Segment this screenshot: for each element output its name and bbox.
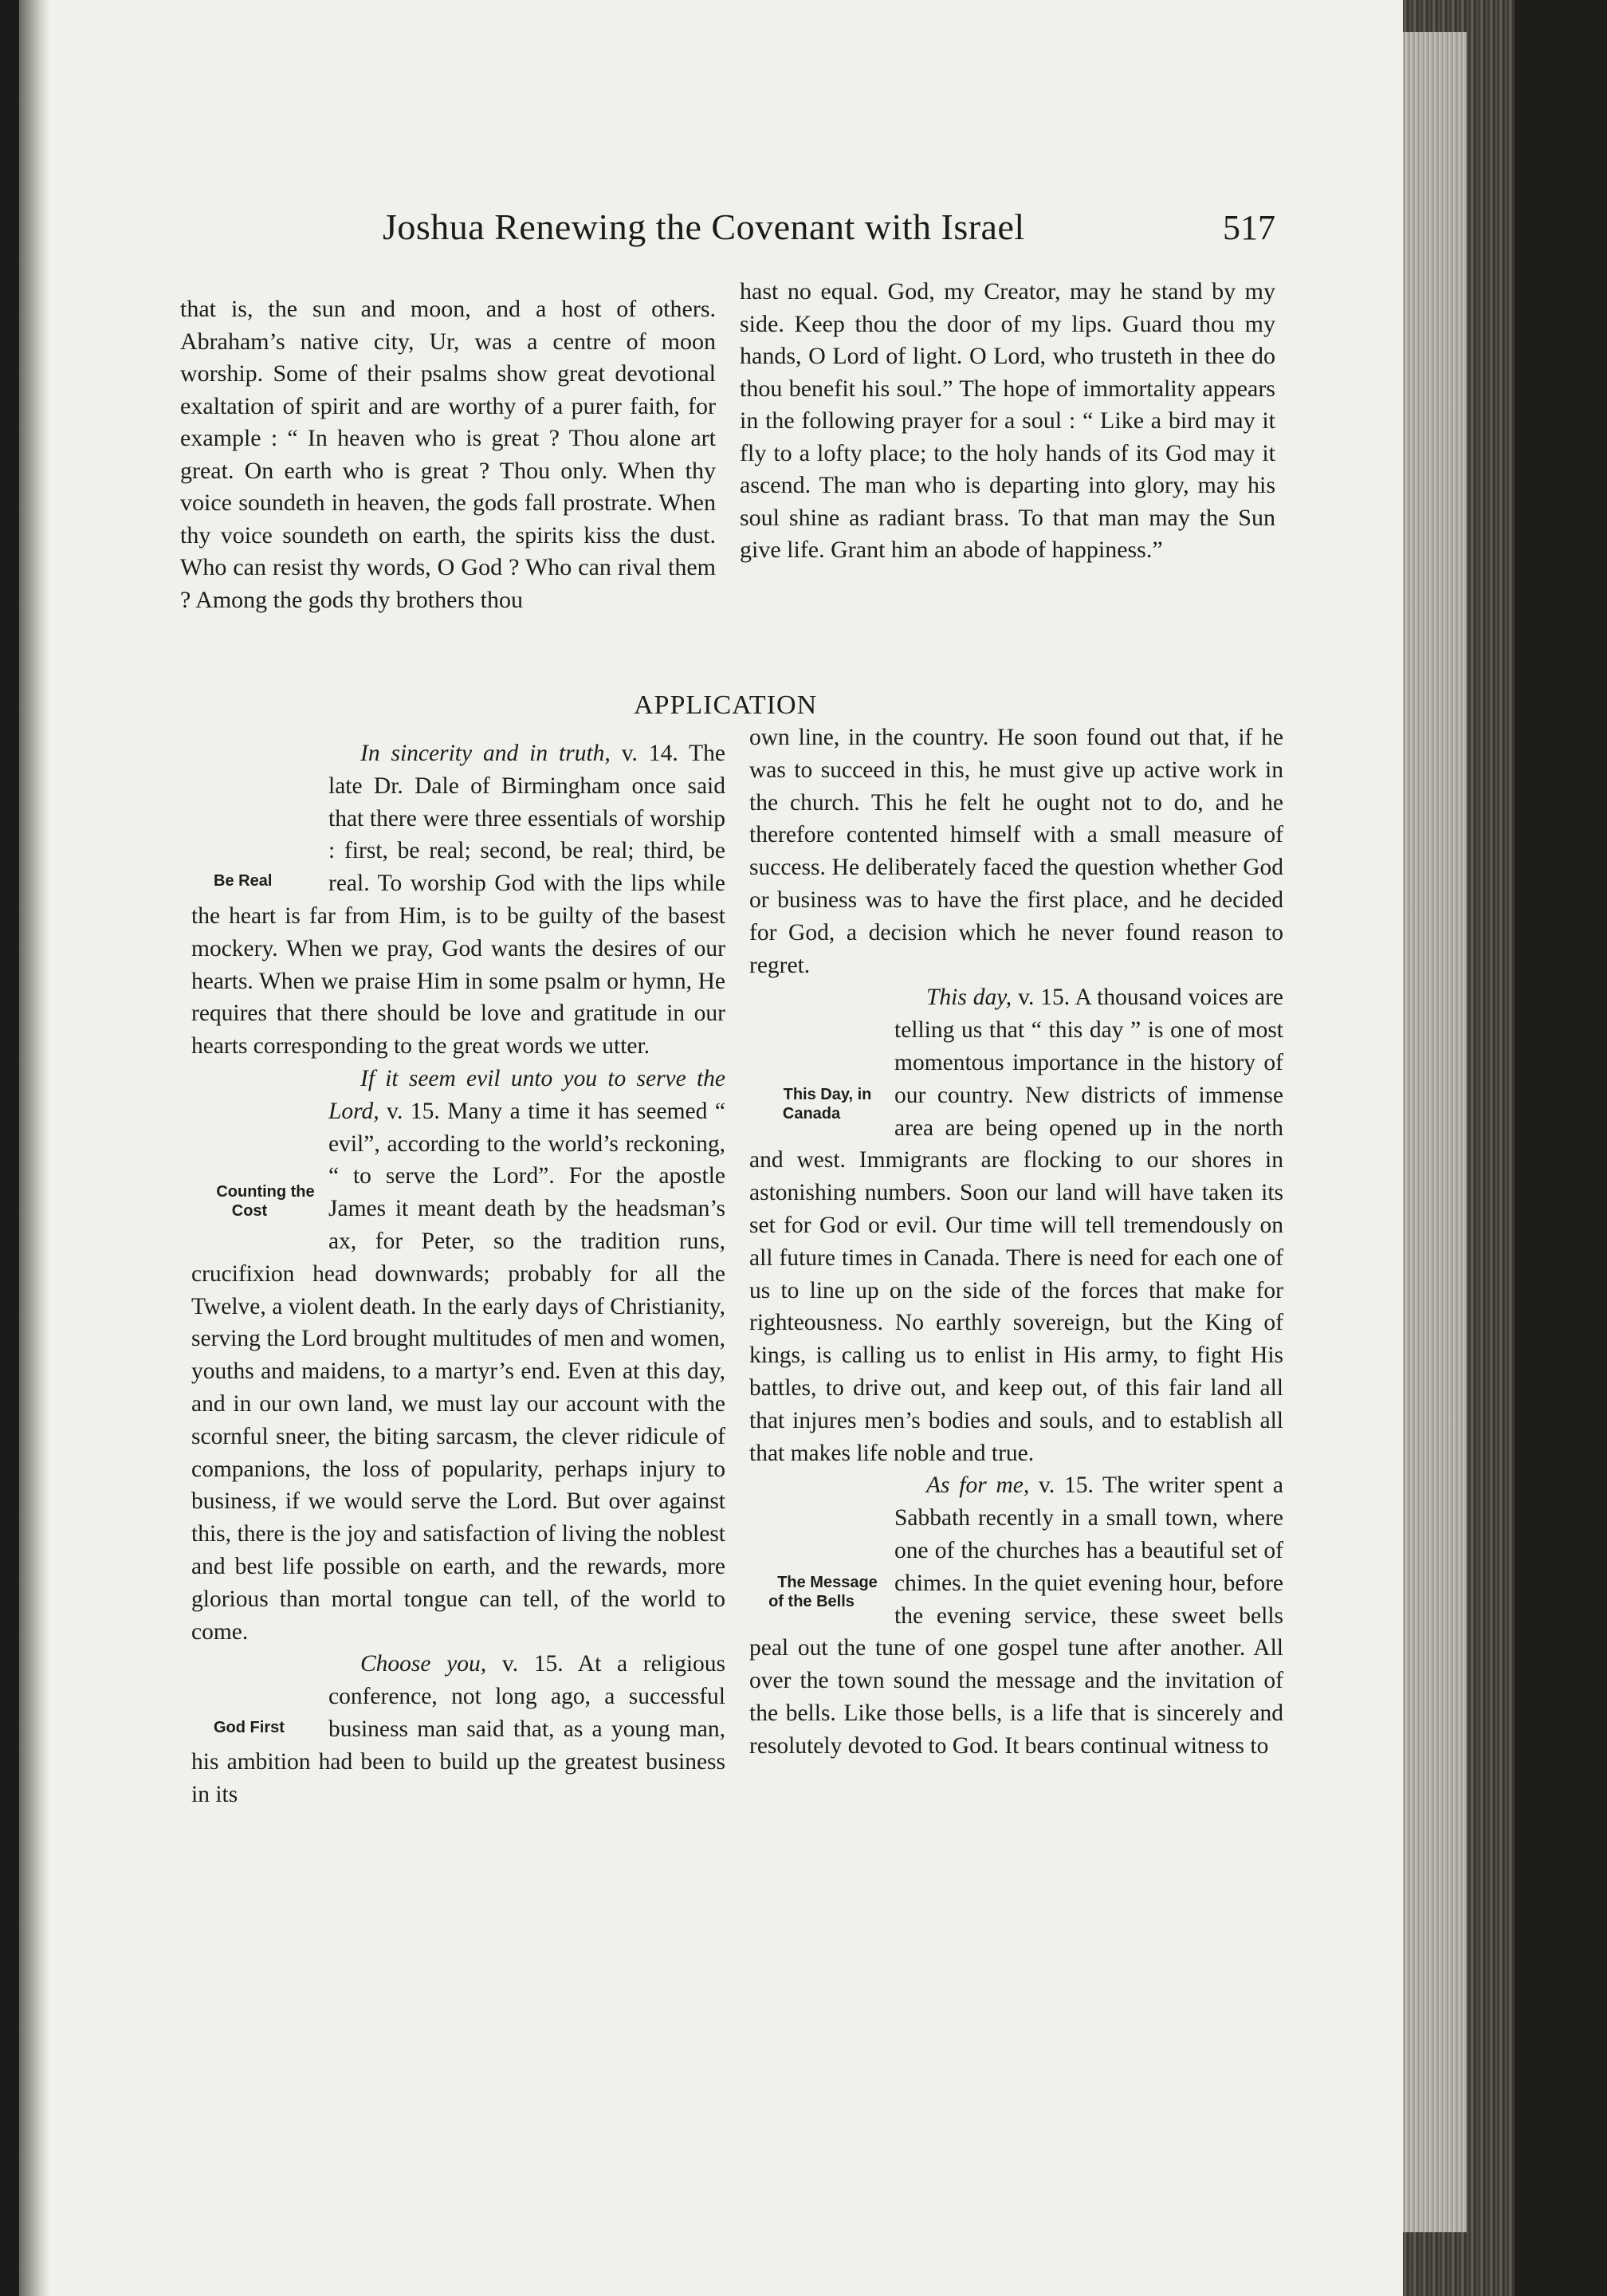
background-left (0, 0, 19, 2296)
page-gutter-shadow (19, 0, 49, 2296)
sidenote-message-of-the-bells: The Message of the Bells (768, 1574, 878, 1611)
page-stack (1403, 32, 1467, 2232)
lead-phrase: This day, (926, 985, 1012, 1011)
paragraph-text: v. 15. A thousand voices are telling us that “ this day ” is one of most momentous importance in the history of our country. New districts of immense area are being opened up in the north and west. Immigrants are flocking to our shores in astonishing numbers. Soon our land will have taken its set for God or evil. Our time will tell tremendously on all future times in Canada. There is need for each one of us to line up on the side of the forces that make for righteousness. No earthly sovereign, but the King of kings, is calling us to enlist in His army, to fight His battles, to drive out, and keep out, of this fair land all that injures men’s bodies and souls, and to establish all that makes life noble and true. (749, 985, 1283, 1466)
running-header (383, 206, 1275, 269)
paragraph-this-day (749, 981, 1283, 1469)
lead-phrase: Choose you, (360, 1651, 487, 1677)
paragraph-sincerity (191, 737, 725, 1063)
paragraph-text: v. 15. At a religious conference, not long ago, a successful business man said that, as a young man, his ambition had been to build up the greatest business in its (191, 1651, 726, 1807)
sidenote-be-real: Be Real (214, 872, 273, 890)
paragraph-text: v. 15. The writer spent a Sabbath recently in a small town, where one of the churches has a beautiful set of chimes. In the quiet evening hour, before the evening service, these sweet bells peal out the tune of one gospel tune after another. All over the town sound the message and the invitation of the bells. Like those bells, is a life that is sincerely and resolutely devoted to God. It bears continual witness to (749, 1472, 1283, 1759)
page-number: 517 (1223, 208, 1275, 247)
top-right-text: hast no equal. God, my Creator, may he stand by my side. Keep thou the door of my lips. Guard thou my hands, O Lord of light. O Lord, who trusteth in thee do thou benefit his soul.” The hope of immortality appears in the following prayer for a soul : “ Like a bird may it fly to a lofty place; to the holy hands of its God may it ascend. The man who is departing into glory, may his soul shine as radiant brass. To that man may the Sun give life. Grant him an abode of happiness.” (740, 278, 1275, 563)
paragraph-as-for-me (749, 1469, 1283, 1762)
application-right-column (749, 721, 1283, 1763)
paragraph-evil (191, 1063, 725, 1648)
running-title: Joshua Renewing the Covenant with Israel (383, 206, 1025, 247)
sidenote-god-first: God First (214, 1719, 285, 1737)
application-heading: APPLICATION (634, 690, 818, 720)
sidenote-this-day-in-canada: This Day, in Canada (782, 1086, 872, 1123)
book-cover-edge (1515, 0, 1607, 2296)
paragraph-choose (191, 1648, 725, 1810)
lead-phrase: In sincerity and in truth, (360, 741, 611, 766)
paragraph-text: v. 14. The late Dr. Dale of Birmingham once said that there were three essentials of worship : first, be real; second, be real; third, be real. To worship God with the lips while the heart is far from Him, is to be guilty of the basest mockery. When we pray, God wants the desires of our hearts. When we praise Him in some psalm or hymn, He requires that there should be love and gratitude in our hearts corresponding to the great words we utter. (191, 741, 725, 1060)
lead-phrase: If it seem evil unto you to serve the Lord, (328, 1065, 725, 1124)
lead-phrase: As for me, (926, 1472, 1030, 1499)
top-right-column (740, 276, 1275, 567)
sidenote-counting-the-cost: Counting the Cost (216, 1182, 315, 1220)
top-left-text: that is, the sun and moon, and a host of others. Abraham’s native city, Ur, was a centre of moon worship. Some of their psalms show great devotional exaltation of spirit and are worthy of a purer faith, for example : “ In heaven who is great ? Thou alone art great. On earth who is great ? Thou only. When thy voice soundeth in heaven, the gods fall prostrate. When thy voice soundeth on earth, the spirits kiss the dust. Who can resist thy words, O God ? Who can rival them ? Among the gods thy brothers thou (180, 296, 716, 613)
application-left-column (191, 737, 725, 1810)
paragraph-continued: own line, in the country. He soon found out that, if he was to succeed in this, he must give up active work in the church. This he felt he ought not to do, and he therefore contented himself with a small measure of success. He deliberately faced the question whether God or business was to have the first place, and he decided for God, a decision which he never found reason to regret. (749, 725, 1283, 978)
paragraph-text: v. 15. Many a time it has seemed “ evil”, according to the world’s reckoning, “ to serve the Lord”. For the apostle James it meant death by the headsman’s ax, for Peter, so the tradition runs, crucifixion head downwards; probably for all the Twelve, a violent death. In the early days of Christianity, serving the Lord brought multitudes of men and women, youths and maidens, to a martyr’s end. Even at this day, and in our own land, we must lay our account with the scornful sneer, the biting sarcasm, the clever ridicule of companions, the loss of popularity, perhaps injury to business, if we would serve the Lord. But over against this, there is the joy and satisfaction of living the noblest and best life possible on earth, and the rewards, more glorious than mortal tongue can tell, of the world to come. (191, 1098, 725, 1645)
top-left-column (180, 293, 716, 616)
